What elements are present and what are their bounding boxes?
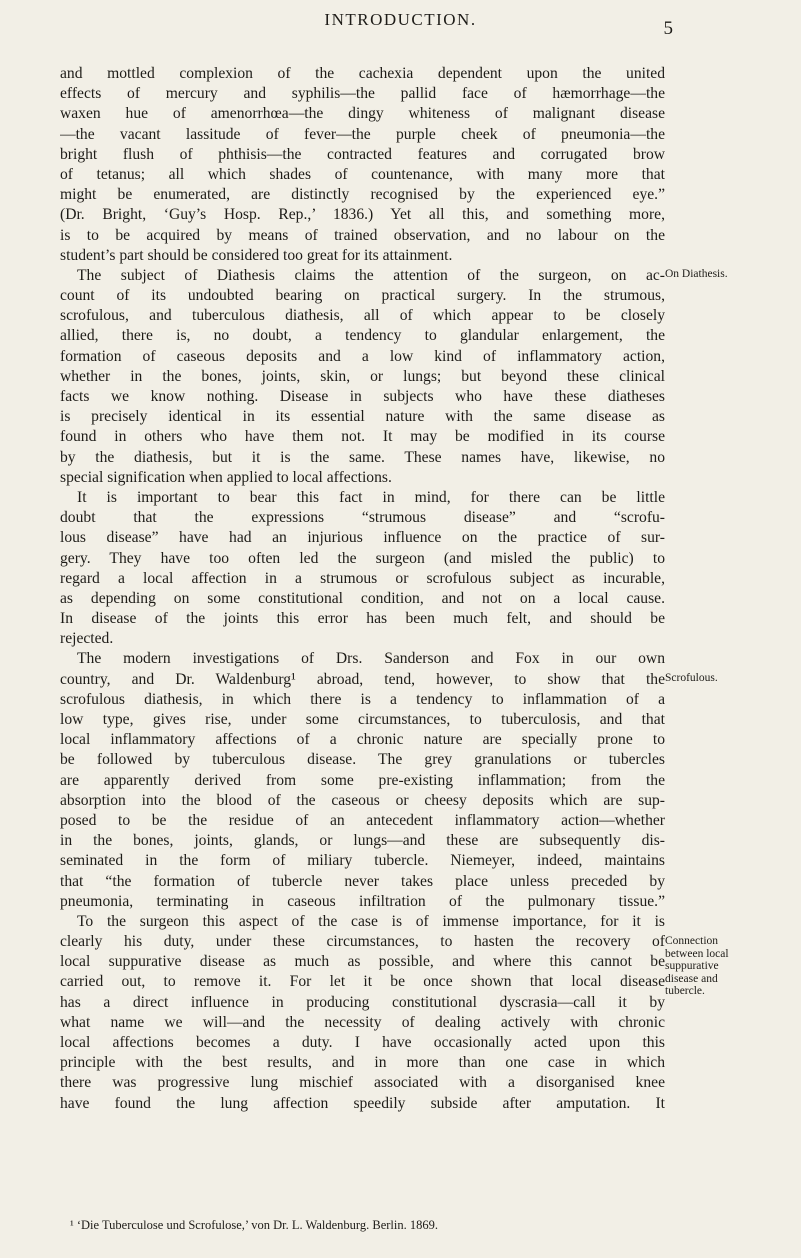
text-line: there was progressive lung mischief associated with a disorganised knee — [60, 1074, 665, 1092]
marginal-note-diathesis — [665, 268, 797, 281]
text-line: have found the lung affection speedily subside after amputation. It — [60, 1094, 665, 1112]
text-line: whether in the bones, joints, skin, or lungs; but beyond these clinical — [60, 367, 665, 385]
page-number: 5 — [663, 18, 673, 39]
text-line: scrofulous, and tuberculous diathesis, all of which appear to be closely — [60, 307, 665, 325]
text-line: formation of caseous deposits and a low kind of inflammatory action, — [60, 347, 665, 365]
marginal-note-line: Scrofulous. — [665, 672, 718, 684]
text-line: regard a local affection in a strumous or scrofulous subject as incurable, — [60, 569, 665, 587]
text-line: It is important to bear this fact in mind, for there can be little — [77, 488, 665, 506]
text-line: rejected. — [60, 630, 114, 648]
text-line: doubt that the expressions “strumous disease” and “scrofu- — [60, 509, 665, 527]
marginal-note-line: On Diathesis. — [665, 268, 728, 280]
text-line: country, and Dr. Waldenburg¹ abroad, tend, however, to show that the — [60, 670, 665, 688]
text-line: waxen hue of amenorrhœa—the dingy whiteness of malignant disease — [60, 105, 665, 123]
text-line: The modern investigations of Drs. Sanderson and Fox in our own — [77, 650, 665, 668]
text-line: local suppurative disease as much as possible, and where this cannot be — [60, 953, 665, 971]
text-line: scrofulous diathesis, in which there is a tendency to inflammation of a — [60, 690, 665, 708]
text-line: as depending on some constitutional condition, and not on a local cause. — [60, 589, 665, 607]
text-line: absorption into the blood of the caseous or cheesy deposits which are sup- — [60, 791, 665, 809]
text-line: bright flush of phthisis—the contracted features and corrugated brow — [60, 145, 665, 163]
text-line: count of its undoubted bearing on practical surgery. In the strumous, — [60, 287, 665, 305]
text-line: allied, there is, no doubt, a tendency to glandular enlargement, the — [60, 327, 665, 345]
text-line: principle with the best results, and in more than one case in which — [60, 1054, 665, 1072]
text-line: The subject of Diathesis claims the attention of the surgeon, on ac- — [77, 266, 665, 284]
text-line: student’s part should be considered too great for its attainment. — [60, 246, 453, 264]
text-line: are apparently derived from some pre-existing inflammation; from the — [60, 771, 665, 789]
text-line: has a direct influence in producing constitutional dyscrasia—call it by — [60, 993, 665, 1011]
page-header — [0, 10, 801, 40]
body-text — [60, 64, 665, 1114]
text-line: might be enumerated, are distinctly recognised by the experienced eye.” — [60, 186, 665, 204]
text-line: what name we will—and the necessity of dealing actively with chronic — [60, 1013, 665, 1031]
text-line: carried out, to remove it. For let it be once shown that local disease — [60, 973, 665, 991]
text-line: In disease of the joints this error has been much felt, and should be — [60, 610, 665, 628]
footnote: ¹ ‘Die Tuberculose und Scrofulose,’ von Dr. L. Waldenburg. Berlin. 1869. — [70, 1218, 438, 1232]
marginal-note-connection — [665, 935, 797, 998]
text-line: and mottled complexion of the cachexia dependent upon the united — [60, 65, 665, 82]
text-line: (Dr. Bright, ‘Guy’s Hosp. Rep.,’ 1836.) Yet all this, and something more, — [60, 206, 665, 224]
marginal-note-line: suppurative — [665, 960, 719, 972]
text-line: in the bones, joints, glands, or lungs—and these are subsequently dis- — [60, 832, 665, 850]
marginal-note-scrofulous — [665, 672, 797, 685]
text-line: by the diathesis, but it is the same. These names have, likewise, no — [60, 448, 665, 466]
text-line: special signification when applied to local affections. — [60, 468, 392, 486]
text-line: pneumonia, terminating in caseous infiltration of the pulmonary tissue.” — [60, 892, 665, 910]
marginal-note-line: tubercle. — [665, 985, 705, 997]
text-line: posed to be the residue of an antecedent inflammatory action—whether — [60, 811, 665, 829]
running-head: INTRODUCTION. — [324, 10, 477, 29]
marginal-note-line: Connection — [665, 935, 719, 947]
text-line: low type, gives rise, under some circumstances, to tuberculosis, and that — [60, 711, 665, 728]
text-line: found in others who have them not. It may be modified in its course — [60, 428, 665, 446]
text-line: lous disease” have had an injurious influence on the practice of sur- — [60, 529, 665, 547]
text-line: clearly his duty, under these circumstances, to hasten the recovery of — [60, 933, 665, 951]
text-line: —the vacant lassitude of fever—the purple cheek of pneumonia—the — [60, 125, 665, 143]
text-line: facts we know nothing. Disease in subjects who have these diatheses — [60, 388, 665, 405]
marginal-note-line: disease and — [665, 972, 718, 985]
text-line: local affections becomes a duty. I have occasionally acted upon this — [60, 1034, 665, 1051]
marginal-note-line: between local — [665, 947, 729, 960]
text-line: that “the formation of tubercle never takes place unless preceded by — [60, 872, 665, 890]
text-line: effects of mercury and syphilis—the pallid face of hæmorrhage—the — [60, 85, 665, 103]
text-line: seminated in the form of miliary tubercle. Niemeyer, indeed, maintains — [60, 852, 665, 870]
text-line: of tetanus; all which shades of countenance, with many more that — [60, 165, 665, 183]
text-line: To the surgeon this aspect of the case is of immense importance, for it is — [77, 912, 665, 930]
text-line: local inflammatory affections of a chronic nature are specially prone to — [60, 731, 665, 749]
text-line: be followed by tuberculous disease. The grey granulations or tubercles — [60, 751, 665, 769]
text-line: is to be acquired by means of trained observation, and no labour on the — [60, 226, 665, 244]
text-line: is precisely identical in its essential nature with the same disease as — [60, 408, 665, 426]
text-line: gery. They have too often led the surgeon (and misled the public) to — [60, 549, 665, 567]
